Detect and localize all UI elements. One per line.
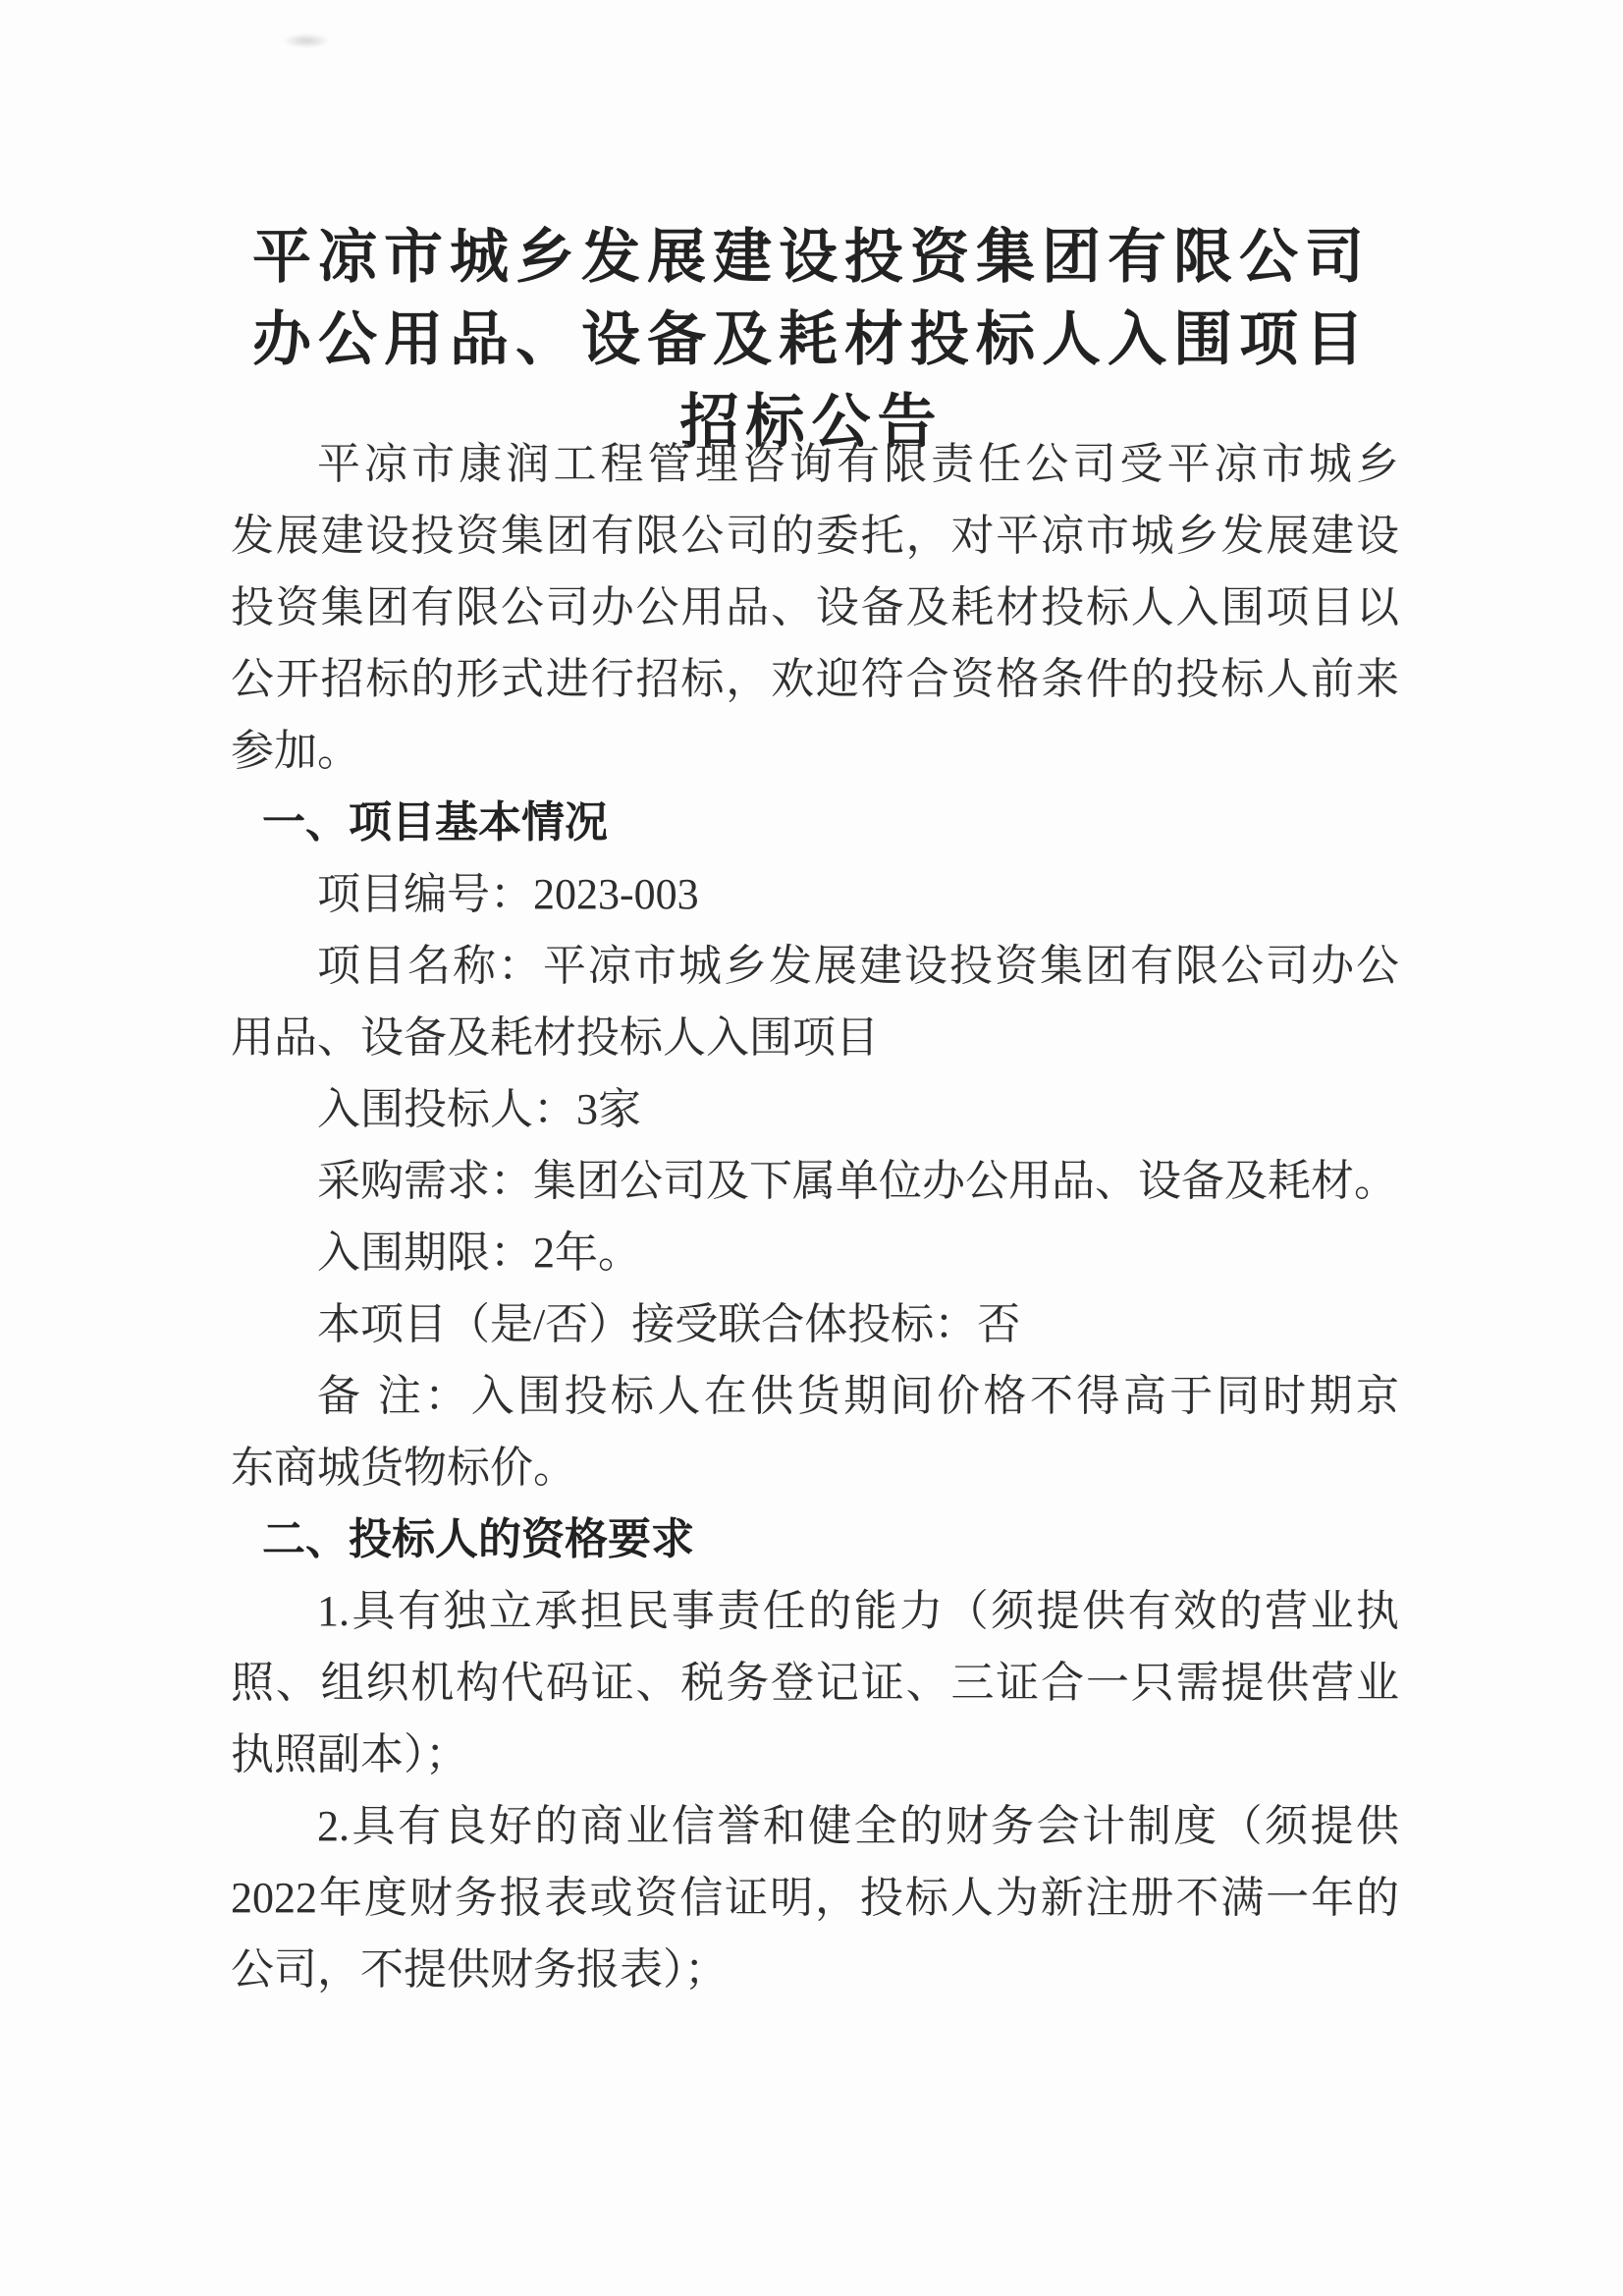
document-body xyxy=(231,428,1399,2005)
line-qualification-1-1: 1.具有独立承担民事责任的能力（须提供有效的营业执 xyxy=(317,1587,1399,1635)
line-project-name-1: 项目名称：平凉市城乡发展建设投资集团有限公司办公 xyxy=(317,942,1399,990)
line-shortlisted-bidders: 入围投标人：3家 xyxy=(317,1085,641,1133)
line-qualification-1-2: 照、组织机构代码证、税务登记证、三证合一只需提供营业 xyxy=(231,1659,1399,1707)
line-remark-2: 东商城货物标价。 xyxy=(231,1444,576,1492)
title-line-1: 平凉市城乡发展建设投资集团有限公司 xyxy=(252,225,1371,291)
title-line-3: 招标公告 xyxy=(679,390,944,456)
section-1-heading: 一、项目基本情况 xyxy=(262,798,608,847)
scan-smudge xyxy=(283,33,330,48)
line-consortium-bidding: 本项目（是/否）接受联合体投标：否 xyxy=(317,1300,1021,1348)
document-title xyxy=(0,216,1623,464)
line-procurement-demand: 采购需求：集团公司及下属单位办公用品、设备及耗材。 xyxy=(317,1157,1397,1205)
section-2-heading: 二、投标人的资格要求 xyxy=(262,1515,694,1563)
line-remark-1: 备 注：入围投标人在供货期间价格不得高于同时期京 xyxy=(317,1372,1399,1420)
line-qualification-2-3: 公司，不提供财务报表）； xyxy=(231,1945,728,1994)
line-project-name-2: 用品、设备及耗材投标人入围项目 xyxy=(231,1013,879,1062)
intro-line-1: 平凉市康润工程管理咨询有限责任公司受平凉市城乡 xyxy=(317,440,1399,488)
line-shortlist-period: 入围期限：2年。 xyxy=(317,1229,641,1277)
line-qualification-2-2: 2022年度财务报表或资信证明，投标人为新注册不满一年的 xyxy=(231,1874,1399,1922)
line-qualification-2-1: 2.具有良好的商业信誉和健全的财务会计制度（须提供 xyxy=(317,1802,1399,1850)
intro-line-5: 参加。 xyxy=(231,727,360,775)
intro-line-4: 公开招标的形式进行招标，欢迎符合资格条件的投标人前来 xyxy=(231,655,1399,703)
line-qualification-1-3: 执照副本）； xyxy=(231,1730,468,1778)
title-line-2: 办公用品、设备及耗材投标人入围项目 xyxy=(252,307,1371,373)
line-project-number: 项目编号：2023-003 xyxy=(317,870,699,918)
intro-line-2: 发展建设投资集团有限公司的委托，对平凉市城乡发展建设 xyxy=(231,512,1399,560)
intro-line-3: 投资集团有限公司办公用品、设备及耗材投标人入围项目以 xyxy=(231,583,1399,631)
